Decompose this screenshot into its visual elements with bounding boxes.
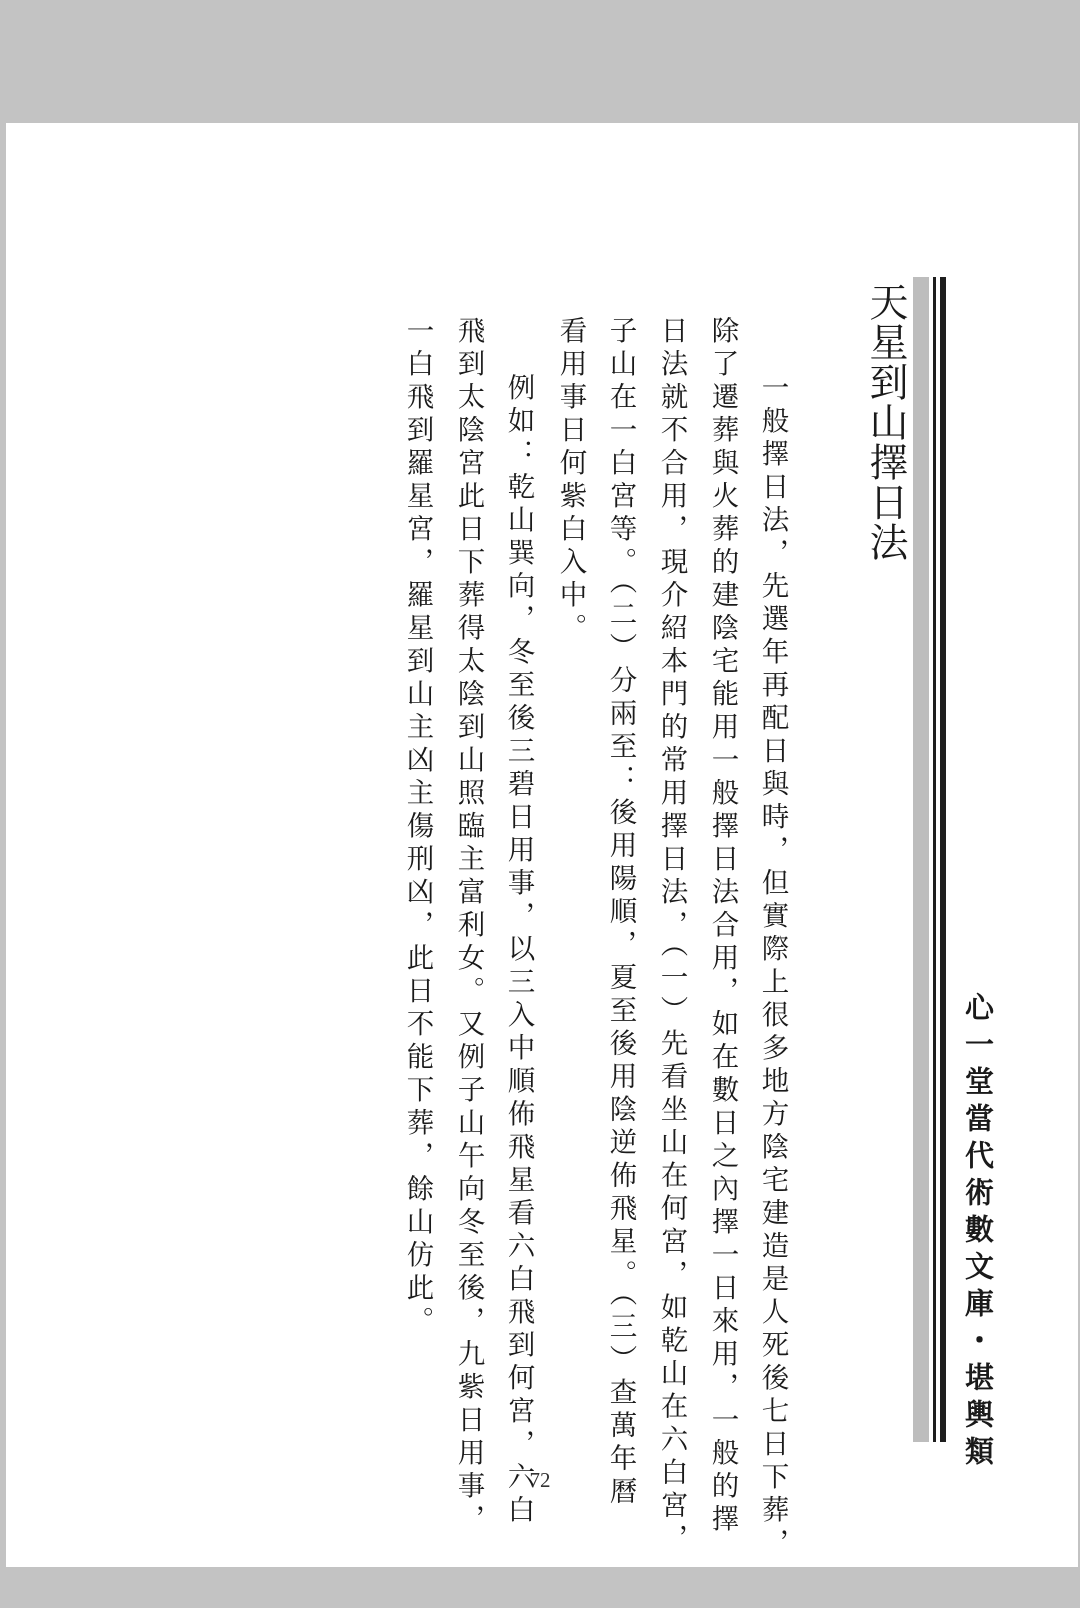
header-rule-thick (940, 277, 946, 1442)
running-header-series-title: 心一堂當代術數文庫・堪輿類 (961, 992, 995, 1473)
body-column-2: 除了遷葬與火葬的建陰宅能用一般擇日法合用，如在數日之內擇一日來用，一般的擇 (706, 316, 739, 1537)
body-column-5: 看用事日何紫白入中。 (554, 316, 587, 646)
header-rule-thin (933, 277, 936, 1442)
body-column-8: 一白飛到羅星宮，羅星到山主凶主傷刑凶，此日不能下葬，餘山仿此。 (401, 316, 434, 1339)
body-column-1: 一般擇日法，先選年再配日與時，但實際上很多地方陰宅建造是人死後七日下葬， (756, 373, 789, 1561)
header-rule-gray (913, 277, 929, 1442)
body-column-7: 飛到太陰宮此日下葬得太陰到山照臨主富利女。又例子山午向冬至後，九紫日用事， (452, 316, 485, 1537)
page-number: 72 (529, 1468, 551, 1492)
section-title: 天星到山擇日法 (863, 282, 908, 562)
body-column-6: 例如：乾山巽向，冬至後三碧日用事，以三入中順佈飛星看六白飛到何宮，六白 (502, 373, 535, 1528)
body-column-4: 子山在一白宮等。（二）分兩至：後用陽順，夏至後用陰逆佈飛星。（三）查萬年曆 (604, 316, 637, 1510)
body-column-3: 日法就不合用，現介紹本門的常用擇日法，（一）先看坐山在何宮，如乾山在六白宮， (655, 316, 688, 1557)
